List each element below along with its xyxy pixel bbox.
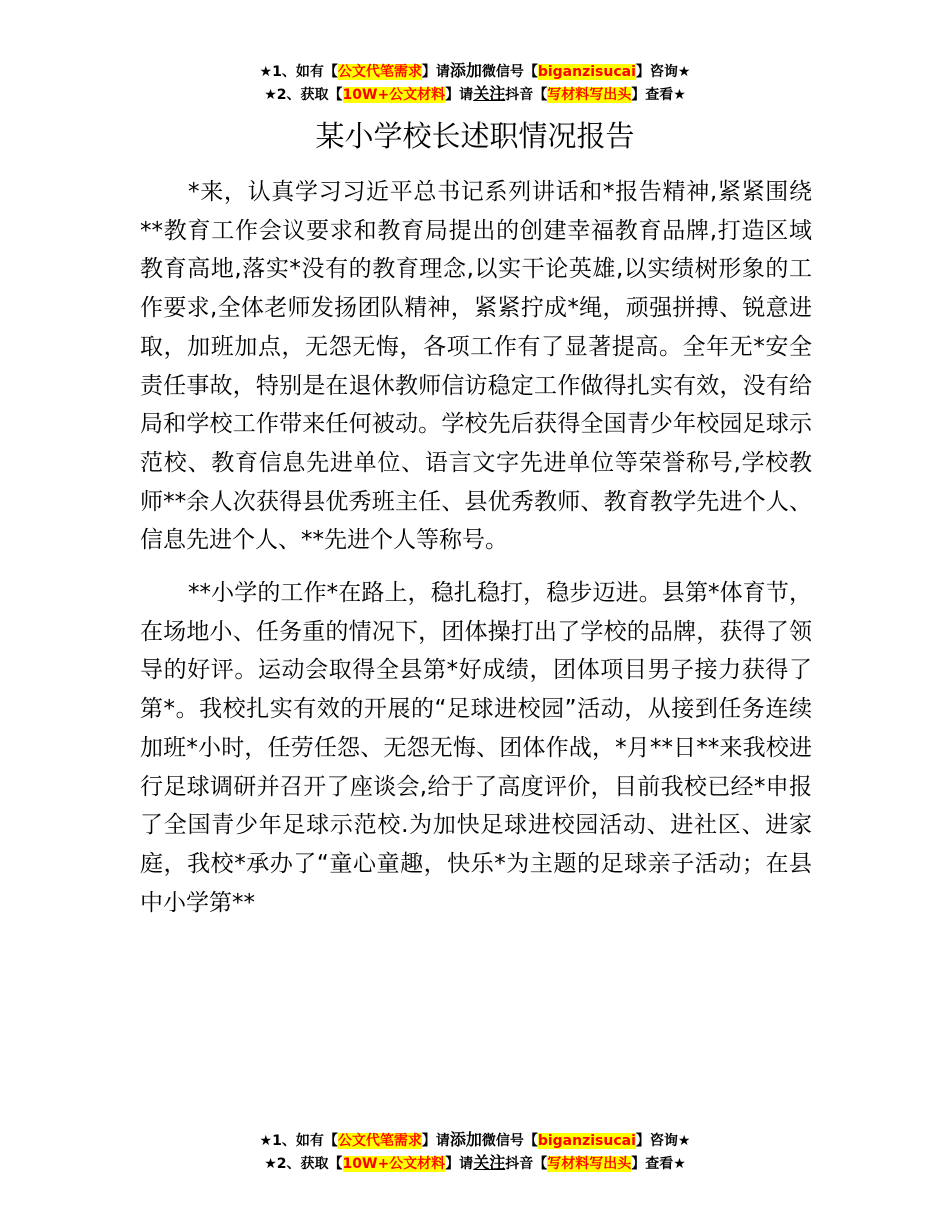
wechat-id-highlight: biganzisucai	[537, 64, 636, 80]
paragraph: **小学的工作*在路上，稳扎稳打，稳步迈进。县第*体育节，在场地小、任务重的情况下，团体操打出了学校的品牌，获得了领导的好评。运动会取得全县第*好成绩，团体项目男子接力获得了第*。我校扎实有效的开展的“足球进校园”活动，从接到任务连续加班*小时，任劳任怨、无怨无悔、团体作战，*月**日**来我校进行足球调研并召开了座谈会,给于了高度评价，目前我校已经*申报了全国青少年足球示范校.为加快足球进校园活动、进社区、进家庭，我校*承办了“童心童趣，快乐*为主题的足球亲子活动；在县中小学第**	[140, 580, 812, 916]
banner-text: ★2、获取【	[264, 1156, 343, 1172]
banner-text: 】请	[445, 87, 474, 103]
header-banner	[0, 60, 950, 106]
highlight-text: 公文代笔需求	[337, 1133, 422, 1149]
paragraph: *来，认真学习习近平总书记系列讲话和*报告精神,紧紧围绕**教育工作会议要求和教育局提出的创建幸福教育品牌,打造区域教育高地,落实*没有的教育理念,以实干论英雄,以实绩树形象的工作要求,全体老师发扬团队精神，紧紧拧成*绳，顽强拼搏、锐意进取，加班加点，无怨无悔，各项工作有了显著提高。全年无*安全责任事故，特别是在退休教师信访稳定工作做得扎实有效，没有给局和学校工作带来任何被动。学校先后获得全国青少年校园足球示范校、教育信息先进单位、语言文字先进单位等荣誉称号,学校教师**余人次获得县优秀班主任、县优秀教师、教育教学先进个人、信息先进个人、**先进个人等称号。	[140, 179, 812, 554]
douyin-id-highlight: 写材料写出头	[547, 87, 632, 103]
banner-line-2	[0, 1152, 950, 1175]
footer-banner	[0, 1129, 950, 1175]
banner-text: 】请	[445, 1156, 474, 1172]
banner-text: 】咨询★	[635, 1133, 691, 1149]
banner-text: 】查看★	[631, 87, 686, 103]
banner-text: 】请	[421, 64, 450, 80]
banner-text: ★1、如有【	[259, 64, 338, 80]
page-title: 某小学校长述职情况报告	[315, 119, 635, 153]
banner-emphasis: 关注	[473, 84, 506, 103]
highlight-text: 公文代笔需求	[337, 64, 422, 80]
wechat-id-highlight: biganzisucai	[537, 1133, 636, 1149]
banner-line-1	[0, 60, 950, 83]
banner-text: 微信号【	[481, 1133, 538, 1149]
banner-text: ★1、如有【	[259, 1133, 338, 1149]
highlight-text: 10W+公文材料	[342, 1156, 446, 1172]
banner-line-2	[0, 83, 950, 106]
banner-text: 】查看★	[631, 1156, 686, 1172]
banner-emphasis: 添加	[449, 61, 482, 80]
banner-emphasis: 关注	[473, 1153, 506, 1172]
banner-text: 抖音【	[505, 1156, 548, 1172]
banner-text: 】请	[421, 1133, 450, 1149]
banner-emphasis: 添加	[449, 1130, 482, 1149]
banner-text: 】咨询★	[635, 64, 691, 80]
banner-line-1	[0, 1129, 950, 1152]
banner-text: 抖音【	[505, 87, 548, 103]
banner-text: 微信号【	[481, 64, 538, 80]
banner-text: ★2、获取【	[264, 87, 343, 103]
document-body	[140, 173, 812, 922]
highlight-text: 10W+公文材料	[342, 87, 446, 103]
douyin-id-highlight: 写材料写出头	[547, 1156, 632, 1172]
